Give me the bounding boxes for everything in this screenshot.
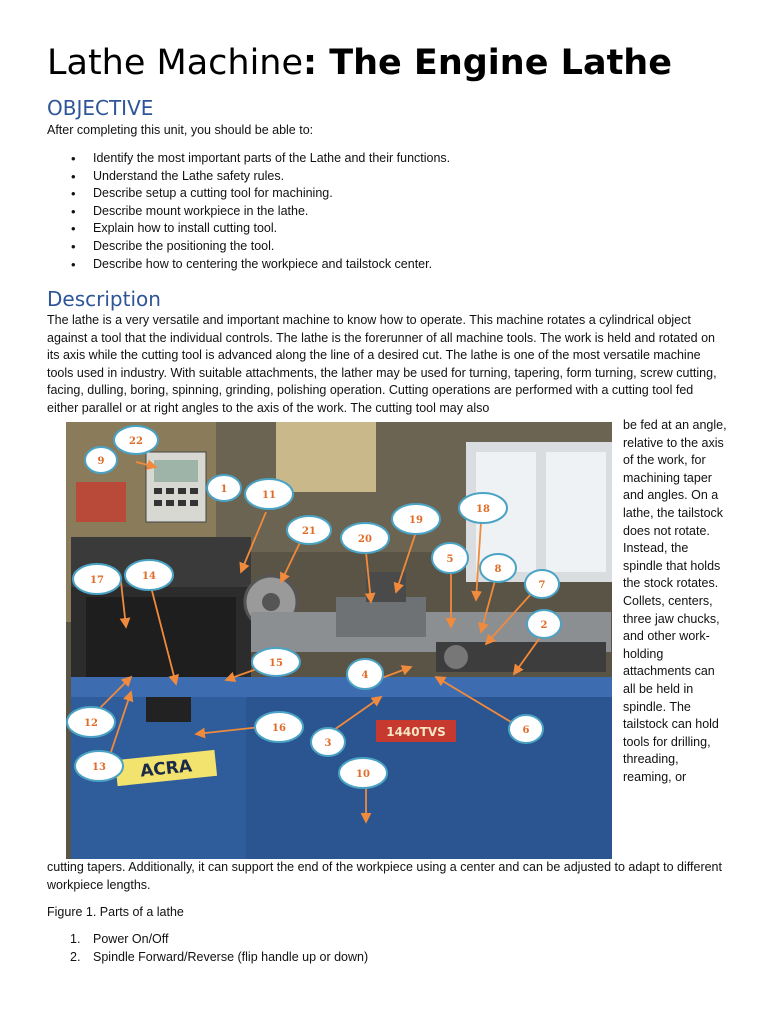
list-number: 1.	[70, 932, 81, 946]
callout-6	[509, 715, 543, 743]
svg-text:5: 5	[446, 554, 454, 565]
list-item	[47, 931, 368, 949]
brand-label: ACRA	[139, 756, 193, 782]
svg-text:8: 8	[494, 564, 502, 575]
callout-20	[341, 523, 389, 553]
svg-text:13: 13	[92, 762, 106, 773]
callout-16	[255, 712, 303, 742]
callout-7	[525, 570, 559, 598]
machine-model-label: 1440TVS	[386, 725, 446, 739]
objective-heading: OBJECTIVE	[47, 96, 154, 120]
callout-10	[339, 758, 387, 788]
svg-text:21: 21	[302, 526, 316, 537]
svg-text:22: 22	[129, 436, 143, 447]
objective-list	[47, 150, 727, 273]
description-paragraph: The lathe is a very versatile and important machine to know how to operate. This machine rotates a cylindrical object against a tool that the individual controls. The lathe is the forerunner of all machine tools. The work is held and rotated on its axis while the cutting tool is advanced along the line of a desired cut. The lathe is one of the most versatile machine tools used in industry. With suitable attachments, the lather may be used for turning, tapering, form turning, screw cutting, facing, dulling, boring, spinning, grinding, polishing operation. Cutting operations are performed with a cutting tool fed either parallel or at right angles to the axis of the work. The cutting tool may also	[47, 313, 717, 415]
callout-15	[252, 648, 300, 676]
svg-text:6: 6	[522, 725, 530, 736]
title-bold: : The Engine Lathe	[303, 43, 672, 83]
svg-text:12: 12	[84, 718, 98, 729]
description-heading: Description	[47, 287, 161, 311]
svg-text:18: 18	[476, 504, 490, 515]
callout-5	[432, 543, 468, 573]
callout-2	[527, 610, 561, 638]
callout-3	[311, 728, 345, 756]
callout-22	[114, 426, 158, 454]
title-main: Lathe Machine	[47, 43, 304, 83]
part-label: Power On/Off	[93, 932, 169, 946]
list-item	[47, 949, 368, 967]
svg-text:10: 10	[356, 769, 370, 780]
callout-21	[287, 516, 331, 544]
callout-19	[392, 504, 440, 534]
callout-14	[125, 560, 173, 590]
callout-11	[245, 479, 293, 509]
svg-text:1: 1	[220, 484, 228, 495]
svg-text:20: 20	[358, 534, 372, 545]
list-number: 2.	[70, 949, 81, 964]
list-item: • Describe the positioning the tool.	[47, 238, 727, 256]
lathe-figure	[66, 422, 612, 859]
callout-12	[67, 707, 115, 737]
callout-13	[75, 751, 123, 781]
svg-text:7: 7	[538, 580, 546, 591]
parts-list	[47, 931, 368, 966]
svg-text:17: 17	[90, 575, 104, 586]
svg-text:19: 19	[409, 515, 423, 526]
list-item: • Understand the Lathe safety rules.	[47, 168, 727, 186]
figure-caption: Figure 1. Parts of a lathe	[47, 905, 184, 919]
callout-1	[207, 475, 241, 501]
list-item: • Describe how to centering the workpiece and tailstock center.	[47, 256, 727, 274]
svg-text:3: 3	[324, 738, 332, 749]
description-side-text: be fed at an angle, relative to the axis of the work, for machining taper and angles. On a lathe, the tailstock does not rotate. Instead, the spindle that holds the stock rotates. Collets, centers, three jaw chucks, and other work-holding attachments can all be held in spindle. The tailstock can hold tools for drilling, threading, reaming, or	[623, 418, 727, 784]
svg-text:16: 16	[272, 723, 286, 734]
list-item: • Identify the most important parts of the Lathe and their functions.	[47, 150, 727, 168]
part-label: Spindle Forward/Reverse (flip handle up or down)	[93, 949, 369, 964]
objective-intro: After completing this unit, you should be able to:	[47, 123, 314, 137]
callout-9	[85, 447, 117, 473]
callout-8	[480, 554, 516, 582]
callout-17	[73, 564, 121, 594]
callout-4	[347, 659, 383, 689]
svg-text:15: 15	[269, 658, 283, 669]
svg-text:4: 4	[361, 670, 369, 681]
list-item: • Describe mount workpiece in the lathe.	[47, 203, 727, 221]
svg-text:11: 11	[262, 490, 276, 501]
lathe-photo-illustration	[66, 422, 612, 859]
description-continuation: cutting tapers. Additionally, it can support the end of the workpiece using a center and can be adjusted to adapt to different workpiece lengths.	[47, 860, 722, 892]
svg-text:2: 2	[540, 620, 548, 631]
svg-text:9: 9	[97, 456, 105, 467]
callout-18	[459, 493, 507, 523]
list-item: • Describe setup a cutting tool for machining.	[47, 185, 727, 203]
svg-text:14: 14	[142, 571, 156, 582]
page-title	[47, 38, 672, 88]
list-item: • Explain how to install cutting tool.	[47, 220, 727, 238]
